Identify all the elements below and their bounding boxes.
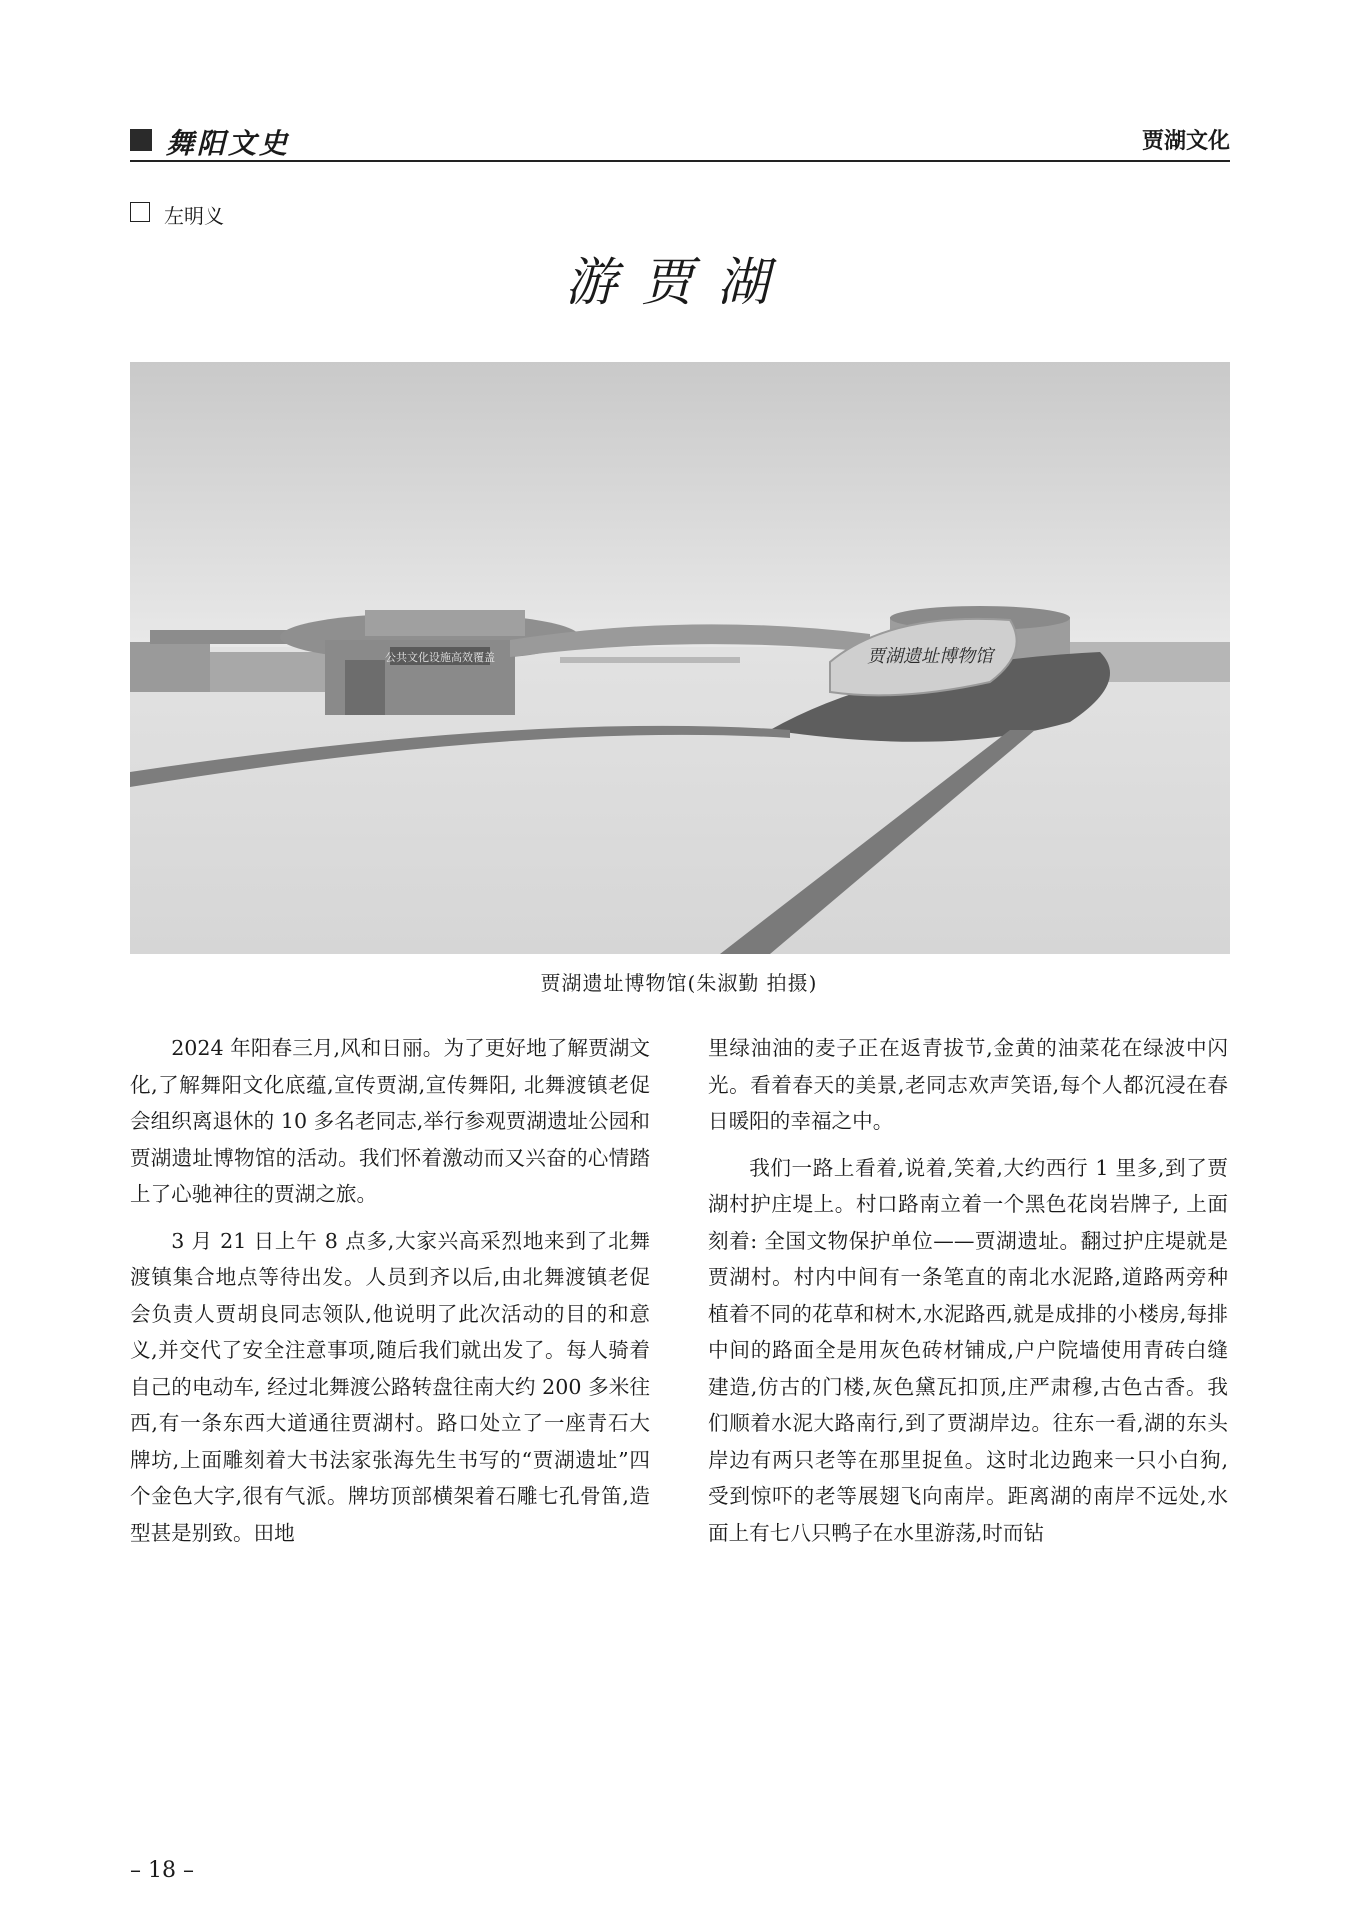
- museum-photo: [130, 362, 1230, 954]
- paragraph: 3 月 21 日上午 8 点多,大家兴高采烈地来到了北舞渡镇集合地点等待出发。人员到齐以后,由北舞渡镇老促会负责人贾胡良同志领队,他说明了此次活动的目的和意义,并交代了安全注意事项,随后我们就出发了。每人骑着自己的电动车, 经过北舞渡公路转盘往南大约 200 多米往西,有一条东西大道通往贾湖村。路口处立了一座青石大牌坊,上面雕刻着大书法家张海先生书写的“贾湖遗址”四个金色大字,很有气派。牌坊顶部横架着石雕七孔骨笛,造型甚是别致。田地: [130, 1228, 650, 1545]
- page-number: – 18 –: [130, 1858, 194, 1883]
- author-name: 左明义: [164, 204, 224, 228]
- section-name: 贾湖文化: [1141, 129, 1230, 154]
- author-box-icon: [130, 202, 150, 222]
- journal-name: 舞阳文史: [166, 127, 291, 160]
- header-square-mark: [130, 129, 152, 151]
- photo-caption: 贾湖遗址博物馆(朱淑勤 拍摄): [540, 971, 818, 995]
- text-column-left: [130, 1030, 650, 1551]
- museum-stone-text: 贾湖遗址博物馆: [867, 646, 993, 667]
- paragraph: 2024 年阳春三月,风和日丽。为了更好地了解贾湖文化,了解舞阳文化底蕴,宣传贾湖,宣传舞阳, 北舞渡镇老促会组织离退休的 10 多名老同志,举行参观贾湖遗址公园和贾湖遗址博物馆的活动。我们怀着激动而又兴奋的心情踏上了心驰神往的贾湖之旅。: [130, 1036, 650, 1206]
- running-header: [130, 124, 1230, 164]
- building-banner-text: 公共文化设施高效覆盖: [385, 651, 495, 664]
- text-column-right: [708, 1030, 1228, 1551]
- article-title: 游贾湖: [564, 253, 793, 313]
- museum-photo-drawing: [130, 362, 1230, 954]
- paragraph: 里绿油油的麦子正在返青拔节,金黄的油菜花在绿波中闪光。看着春天的美景,老同志欢声笑语,每个人都沉浸在春日暖阳的幸福之中。: [708, 1036, 1228, 1133]
- header-rule: [130, 160, 1230, 162]
- paragraph: 我们一路上看着,说着,笑着,大约西行 1 里多,到了贾湖村护庄堤上。村口路南立着一个黑色花岗岩牌子, 上面刻着: 全国文物保护单位——贾湖遗址。翻过护庄堤就是贾湖村。村内中间有一条笔直的南北水泥路,道路两旁种植着不同的花草和树木,水泥路西,就是成排的小楼房,每排中间的路面全是用灰色砖材铺成,户户院墙使用青砖白缝建造,仿古的门楼,灰色黛瓦扣顶,庄严肃穆,古色古香。我们顺着水泥大路南行,到了贾湖岸边。往东一看,湖的东头岸边有两只老等在那里捉鱼。这时北边跑来一只小白狗,受到惊吓的老等展翅飞向南岸。距离湖的南岸不远处,水面上有七八只鸭子在水里游荡,时而钻: [708, 1155, 1228, 1545]
